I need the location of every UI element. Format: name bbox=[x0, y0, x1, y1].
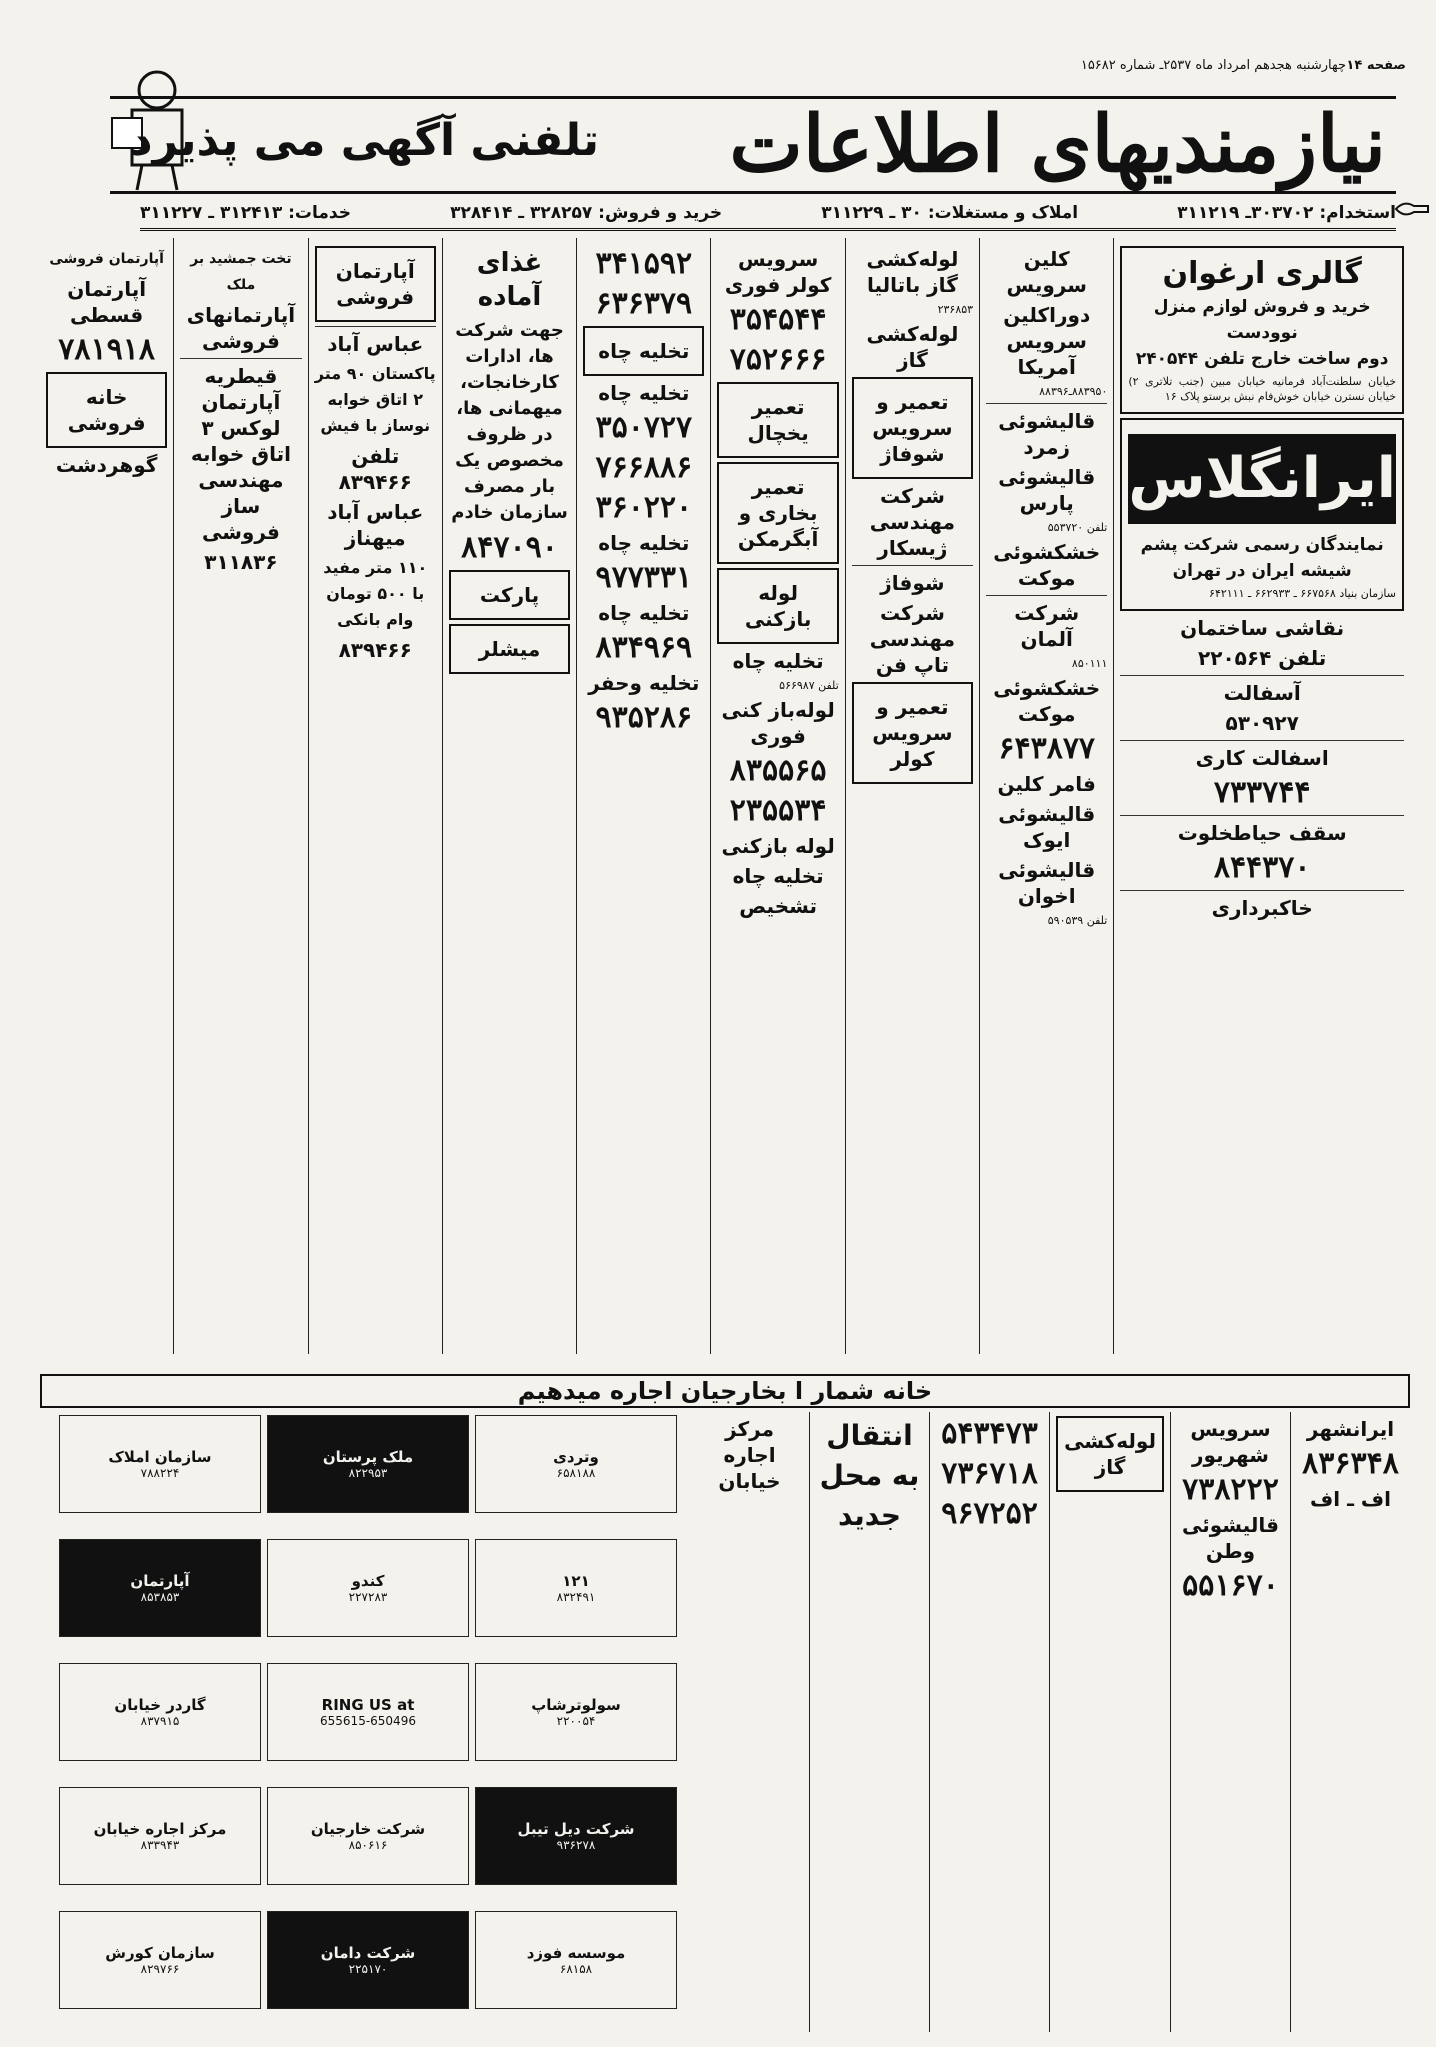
ad-heading: آپارتمان فروشی bbox=[49, 251, 164, 267]
ad-phone: ۶۴۳۸۷۷ bbox=[998, 731, 1096, 766]
lower-ad-box bbox=[59, 1663, 261, 1761]
phone-realestate: املاک و مستغلات: ۳۰ ـ ۳۱۱۲۲۹ bbox=[821, 203, 1079, 223]
ad-phone: ۹۶۷۲۵۲ bbox=[941, 1496, 1038, 1531]
iranglass-logo: ایرانگلاس bbox=[1128, 434, 1396, 524]
lower-ad-phone: ۲۲۰۰۵۴ bbox=[556, 1714, 596, 1728]
ad-heading: اسفالت کاری bbox=[1195, 746, 1329, 770]
ad-phone: ۸۵۰۱۱۱ bbox=[1071, 657, 1108, 670]
lower-ad-title: موسسه فوزد bbox=[526, 1944, 626, 1962]
ad-phone: ۵۵۱۶۷۰ bbox=[1182, 1568, 1279, 1603]
ad-heading: اف ـ اف bbox=[1310, 1487, 1391, 1511]
ad-heading: قالیشوئی وطن bbox=[1182, 1513, 1279, 1563]
lower-ad-grid bbox=[40, 1412, 680, 2032]
ad-text: پاکستان ۹۰ متر ۲ اتاق خوابه نوساز با فیش bbox=[314, 364, 436, 435]
ad-heading: آپارتمان فروشی bbox=[335, 259, 415, 309]
lower-ad-title: گاردر خیابان bbox=[114, 1696, 206, 1714]
phone-trade: خرید و فروش: ۳۲۸۲۵۷ ـ ۳۲۸۴۱۴ bbox=[450, 203, 723, 223]
lower-ad-phone: ۸۳۲۴۹۱ bbox=[556, 1590, 596, 1604]
ad-heading: عباس آباد bbox=[327, 332, 424, 356]
ad-heading: قالیشوئی زمرد bbox=[998, 409, 1096, 459]
ad-heading: خاکبرداری bbox=[1211, 896, 1313, 920]
iranglass-text: نمایندگان رسمی شرکت پشم شیشه ایران در تهران bbox=[1140, 535, 1384, 581]
ad-heading: آسفالت bbox=[1223, 681, 1301, 705]
ad-phone: تلفن ۸۳۹۴۶۶ bbox=[338, 444, 412, 494]
ad-heading: قیطریه آپارتمان لوکس ۳ اتاق خوابه مهندسی ساز فروشی bbox=[190, 364, 292, 544]
ad-phone: ۸۴۷۰۹۰ bbox=[461, 530, 558, 565]
lower-ad-box bbox=[59, 1539, 261, 1637]
lower-col-4 bbox=[929, 1412, 1049, 2032]
lower-ad-title: سولوترشاپ bbox=[531, 1696, 621, 1714]
ad-phone: ۹۳۵۲۸۶ bbox=[595, 700, 693, 735]
ad-phone: ۸۳۶۳۴۸ bbox=[1302, 1446, 1399, 1481]
lower-ad-title: سازمان املاک bbox=[108, 1448, 212, 1466]
column-5 bbox=[576, 238, 710, 1354]
ad-heading: نقاشی ساختمان bbox=[1180, 616, 1345, 640]
ad-phone: ۹۷۷۳۳۱ bbox=[595, 560, 693, 595]
ad-heading: تعمیر یخچال bbox=[747, 395, 809, 445]
column-7 bbox=[308, 238, 442, 1354]
ad-heading: تخلیه چاه bbox=[732, 649, 824, 673]
pointing-hand-icon bbox=[1394, 198, 1430, 220]
ad-heading: تخلیه چاه bbox=[598, 601, 690, 625]
lower-ad-title: مرکز اجاره خیابان bbox=[93, 1820, 227, 1838]
lower-col-6 bbox=[690, 1412, 809, 2032]
lower-right-columns bbox=[690, 1412, 1410, 2032]
lower-col-1 bbox=[1290, 1412, 1410, 2032]
masthead-subtitle: تلفنی آگهی می پذیرد bbox=[130, 115, 599, 166]
ad-heading: تخلیه چاه bbox=[598, 531, 690, 555]
ad-heading: تخت جمشید بر ملک bbox=[190, 251, 292, 293]
ad-heading: خانه فروشی bbox=[67, 385, 146, 435]
lower-ad-phone: ۸۳۷۹۱۵ bbox=[140, 1714, 180, 1728]
ad-heading: انتقال به محل جدید bbox=[819, 1419, 920, 1532]
lower-ad-box bbox=[59, 1787, 261, 1885]
ad-heading: شرکت مهندسی تاپ فن bbox=[869, 601, 956, 677]
ad-heading: تخلیه چاه bbox=[732, 864, 824, 888]
lower-ad-box bbox=[59, 1911, 261, 2009]
gallery-ad bbox=[1120, 246, 1404, 414]
page-number: صفحه ۱۴ bbox=[1346, 58, 1406, 73]
lower-ad-title: شرکت دیل تیبل bbox=[517, 1820, 635, 1838]
ad-heading: پارکت bbox=[479, 583, 540, 607]
page-header bbox=[120, 14, 1406, 73]
iranglass-phones: سازمان بنیاد ۶۶۷۵۶۸ ـ ۶۶۲۹۳۳ ـ ۶۴۲۱۱۱ bbox=[1209, 587, 1396, 600]
lower-ad-phone: ۸۵۰۶۱۶ bbox=[348, 1838, 388, 1852]
lower-ad-title: ۱۲۱ bbox=[562, 1572, 590, 1590]
ad-heading: تخلیه وحفر bbox=[588, 671, 700, 695]
lower-ad-box bbox=[267, 1787, 469, 1885]
ad-heading: قالیشوئی ایوک bbox=[998, 802, 1096, 852]
ad-heading: خشکشوئی موکت bbox=[993, 676, 1101, 726]
ad-text: جهت شرکت ها، ادارات کارخانجات، میهمانی ها، در ظروف مخصوص یک بار مصرف سازمان خادم bbox=[451, 320, 568, 523]
ad-phone: ۳۱۱۸۳۶ bbox=[204, 550, 278, 574]
ad-heading: تعمیر و سرویس شوفاژ bbox=[872, 390, 953, 466]
ad-phone: ۷۸۱۹۱۸ bbox=[58, 332, 155, 367]
ad-heading: میشلر bbox=[478, 637, 541, 661]
lower-col-5 bbox=[809, 1412, 929, 2032]
phone-employment: استخدام: ۳۰۳۷۰۲ـ ۳۱۱۲۱۹ bbox=[1177, 203, 1396, 223]
lower-ad-title: ملک پرستان bbox=[322, 1448, 414, 1466]
ad-heading: سقف حیاطخلوت bbox=[1177, 821, 1347, 845]
ad-heading: لوله‌باز کنی فوری bbox=[721, 698, 835, 748]
phone-directory bbox=[140, 198, 1396, 231]
ad-heading: لوله‌کشی گاز باتالیا bbox=[866, 247, 959, 297]
ad-phone: ۷۳۳۷۴۴ bbox=[1213, 775, 1311, 810]
ad-phone: تلفن ۵۶۶۹۸۷ bbox=[779, 679, 839, 692]
lower-ad-box bbox=[475, 1663, 677, 1761]
ad-heading: غذای آماده bbox=[476, 248, 543, 312]
ad-phone: ۷۳۸۲۲۲ bbox=[1182, 1472, 1279, 1507]
lower-ad-title: شرکت خارجیان bbox=[310, 1820, 426, 1838]
ad-heading: تعمیر و سرویس کولر bbox=[872, 695, 953, 771]
ad-heading: قالیشوئی اخوان bbox=[998, 858, 1096, 908]
ad-phone: ۶۳۶۳۷۹ bbox=[595, 286, 693, 321]
lower-ad-box bbox=[475, 1539, 677, 1637]
lower-ad-phone: 655615-650496 bbox=[320, 1714, 416, 1728]
lower-ad-title: شرکت دامان bbox=[320, 1944, 416, 1962]
ad-heading: کلین سرویس bbox=[1006, 247, 1087, 297]
ad-phone: تلفن ۵۵۳۷۲۰ bbox=[1047, 521, 1108, 534]
ad-heading: ایرانشهر bbox=[1306, 1417, 1395, 1441]
ad-phone: ۸۸۳۹۵۰ـ۸۸۳۹۶ bbox=[1039, 385, 1108, 398]
ad-heading: آپارتمان قسطی bbox=[67, 277, 147, 327]
ad-heading: گوهردشت bbox=[55, 453, 158, 477]
gallery-address: خیابان سلطنت‌آباد فرمانیه خیابان مبین (جنب تلاتری ۲) خیابان نسترن خیابان خوش‌فام نبش برستو پلاک ۱۶ bbox=[1128, 375, 1396, 403]
lower-col-3 bbox=[1049, 1412, 1170, 2032]
lower-ad-phone: ۸۲۲۹۵۳ bbox=[348, 1466, 388, 1480]
lower-ad-box bbox=[59, 1415, 261, 1513]
lower-ad-phone: ۸۲۹۷۶۶ bbox=[140, 1962, 180, 1976]
lower-ad-phone: ۷۸۸۲۲۴ bbox=[140, 1466, 180, 1480]
ad-heading: شرکت آلمان bbox=[1014, 601, 1080, 651]
ad-phone: ۳۵۰۷۲۷ bbox=[595, 410, 693, 445]
ad-phone: ۵۳۰۹۲۷ bbox=[1225, 711, 1299, 735]
masthead-title: نیازمندیهای اطلاعات bbox=[729, 99, 1386, 190]
classified-columns bbox=[40, 238, 1410, 1354]
ad-text: ۱۱۰ متر مفید با ۵۰۰ تومان وام بانکی bbox=[323, 558, 428, 629]
lower-ad-title: آپارتمان bbox=[130, 1572, 190, 1590]
column-8 bbox=[173, 238, 307, 1354]
column-1 bbox=[1113, 238, 1410, 1354]
ad-heading: مرکز اجاره خیابان bbox=[718, 1417, 781, 1493]
ad-phone: ۸۳۴۹۶۹ bbox=[595, 630, 693, 665]
ad-heading: تعمیر بخاری و آبگرمکن bbox=[737, 475, 819, 551]
issue-date: چهارشنبه هجدهم امرداد ماه ۲۵۳۷ـ شماره ۱۵۶۸۲ bbox=[1080, 58, 1346, 73]
lower-ad-phone: ۸۳۳۹۴۳ bbox=[140, 1838, 180, 1852]
ad-phone: ۲۳۶۸۵۳ bbox=[937, 303, 974, 316]
ad-heading: لوله‌کشی گاز bbox=[1064, 1429, 1156, 1479]
gallery-text: خرید و فروش لوازم منزل نوودست bbox=[1153, 297, 1371, 343]
column-4 bbox=[710, 238, 844, 1354]
lower-ad-phone: ۲۲۷۲۸۳ bbox=[348, 1590, 388, 1604]
ad-phone: ۷۳۶۷۱۸ bbox=[941, 1456, 1038, 1491]
gallery-line: دوم ساخت خارج تلفن ۲۴۰۵۴۴ bbox=[1135, 349, 1389, 369]
phone-services: خدمات: ۳۱۲۴۱۳ ـ ۳۱۱۲۲۷ bbox=[140, 203, 351, 223]
ad-heading: تخلیه چاه bbox=[598, 339, 690, 363]
lower-ad-phone: ۶۸۱۵۸ bbox=[559, 1962, 593, 1976]
gallery-name: گالری ارغوان bbox=[1162, 256, 1362, 291]
ad-heading: لوله بازکنی bbox=[721, 834, 835, 858]
ad-phone: ۷۵۲۶۶۶ bbox=[729, 342, 827, 377]
iranglass-ad bbox=[1120, 418, 1404, 611]
lower-ad-box bbox=[267, 1539, 469, 1637]
lower-ad-title: RING US at bbox=[321, 1696, 415, 1714]
column-6 bbox=[442, 238, 576, 1354]
lower-ad-box bbox=[475, 1787, 677, 1885]
ad-phone: ۸۴۴۳۷۰ bbox=[1213, 850, 1311, 885]
lower-col-2 bbox=[1170, 1412, 1290, 2032]
ad-phone: ۳۶۰۲۲۰ bbox=[595, 490, 693, 525]
ad-heading: تشخیص bbox=[739, 894, 817, 918]
column-2 bbox=[979, 238, 1113, 1354]
lower-ad-title: کندو bbox=[351, 1572, 385, 1590]
lower-ad-box bbox=[267, 1415, 469, 1513]
ad-heading: شوفاژ bbox=[880, 571, 945, 595]
ad-phone: تلفن ۲۲۰۵۶۴ bbox=[1198, 646, 1327, 670]
ad-phone: ۳۵۴۵۴۴ bbox=[729, 302, 827, 337]
rent-to-foreigners-banner: خانه شمار ا بخارجیان اجاره میدهیم bbox=[40, 1374, 1410, 1408]
ad-heading: شرکت مهندسی ژیسکار bbox=[869, 484, 956, 560]
ad-phone: ۳۴۱۵۹۲ bbox=[595, 246, 693, 281]
column-9 bbox=[40, 238, 173, 1354]
lower-ad-phone: ۸۵۳۸۵۳ bbox=[140, 1590, 180, 1604]
lower-ad-box bbox=[267, 1911, 469, 2009]
lower-ad-phone: ۲۲۵۱۷۰ bbox=[348, 1962, 388, 1976]
ad-heading: قالیشوئی پارس bbox=[998, 465, 1096, 515]
lower-ad-title: وتردی bbox=[553, 1448, 599, 1466]
masthead bbox=[110, 96, 1396, 194]
ad-heading: دوراکلین سرویس آمریکا bbox=[1003, 303, 1091, 379]
lower-ad-box bbox=[475, 1911, 677, 2009]
ad-phone: ۵۴۳۴۷۳ bbox=[941, 1416, 1038, 1451]
ad-phone: ۲۳۵۵۳۴ bbox=[729, 793, 827, 828]
ad-heading: خشکشوئی موکت bbox=[993, 540, 1101, 590]
ad-heading: آپارتمانهای فروشی bbox=[186, 303, 296, 353]
ad-phone: ۸۳۵۵۶۵ bbox=[729, 753, 827, 788]
lower-ad-box bbox=[267, 1663, 469, 1761]
ad-heading: عباس آباد میهناز bbox=[327, 500, 424, 550]
ad-heading: فامر کلین bbox=[997, 772, 1096, 796]
ad-phone: تلفن ۵۹۰۵۳۹ bbox=[1047, 914, 1108, 927]
ad-heading: سرویس شهریور bbox=[1190, 1417, 1271, 1467]
lower-ad-phone: ۹۳۶۲۷۸ bbox=[556, 1838, 596, 1852]
column-3 bbox=[845, 238, 979, 1354]
ad-phone: ۸۳۹۴۶۶ bbox=[338, 638, 412, 662]
lower-ad-title: سازمان کورش bbox=[105, 1944, 215, 1962]
ad-heading: لوله بازکنی bbox=[744, 581, 812, 631]
ad-heading: سرویس کولر فوری bbox=[724, 247, 832, 297]
ad-phone: ۷۶۶۸۸۶ bbox=[595, 450, 693, 485]
lower-ad-box bbox=[475, 1415, 677, 1513]
ad-heading: لوله‌کشی گاز bbox=[866, 322, 959, 372]
lower-ad-phone: ۶۵۸۱۸۸ bbox=[556, 1466, 596, 1480]
ad-heading: تخلیه چاه bbox=[598, 381, 690, 405]
